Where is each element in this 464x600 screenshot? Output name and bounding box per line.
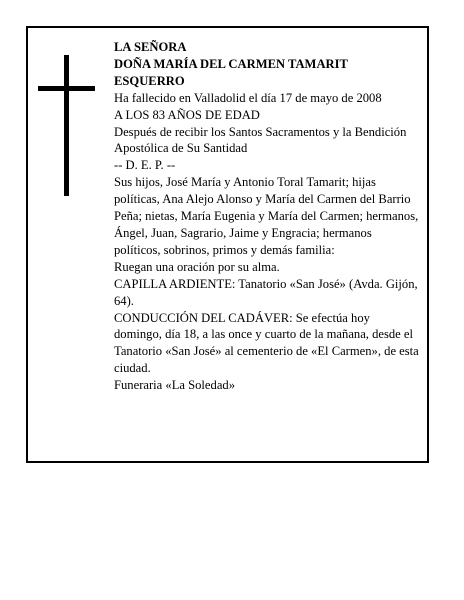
funeral-home-line: Funeraria «La Soledad» bbox=[114, 378, 235, 393]
family-line: Sus hijos, José María y Antonio Toral Tamarit; hijas políticas, Ana Alejo Alonso y María del Carmen del Barrio Peña; nietas, María Eugenia y María del Carmen; hermanos, Ángel, Juan, Sagrario, Jaime y Engracia; hermanos políticos, sobrinos, primos y demás familia: bbox=[114, 175, 419, 257]
age-line: A LOS 83 AÑOS DE EDAD bbox=[114, 107, 260, 122]
chapel-line: CAPILLA ARDIENTE: Tanatorio «San José» (Avda. Gijón, 64). bbox=[114, 276, 418, 308]
rip-line: -- D. E. P. -- bbox=[114, 158, 176, 173]
deceased-name: DOÑA MARÍA DEL CARMEN TAMARIT ESQUERRO bbox=[114, 56, 348, 88]
procession-line: CONDUCCIÓN DEL CADÁVER: Se efectúa hoy domingo, día 18, a las once y cuarto de la mañana, desde el Tanatorio «San José» al cementerio de «El Carmen», de esta ciudad. bbox=[114, 310, 419, 376]
cross-vertical-bar bbox=[64, 55, 69, 196]
obituary-title: LA SEÑORA bbox=[114, 40, 187, 54]
obituary-text bbox=[114, 39, 420, 394]
sacraments-line: Después de recibir los Santos Sacramentos y la Bendición Apostólica de Su Santidad bbox=[114, 124, 407, 156]
cross-horizontal-bar bbox=[38, 86, 95, 91]
prayer-line: Ruegan una oración por su alma. bbox=[114, 259, 280, 274]
death-info: Ha fallecido en Valladolid el día 17 de mayo de 2008 bbox=[114, 90, 382, 105]
